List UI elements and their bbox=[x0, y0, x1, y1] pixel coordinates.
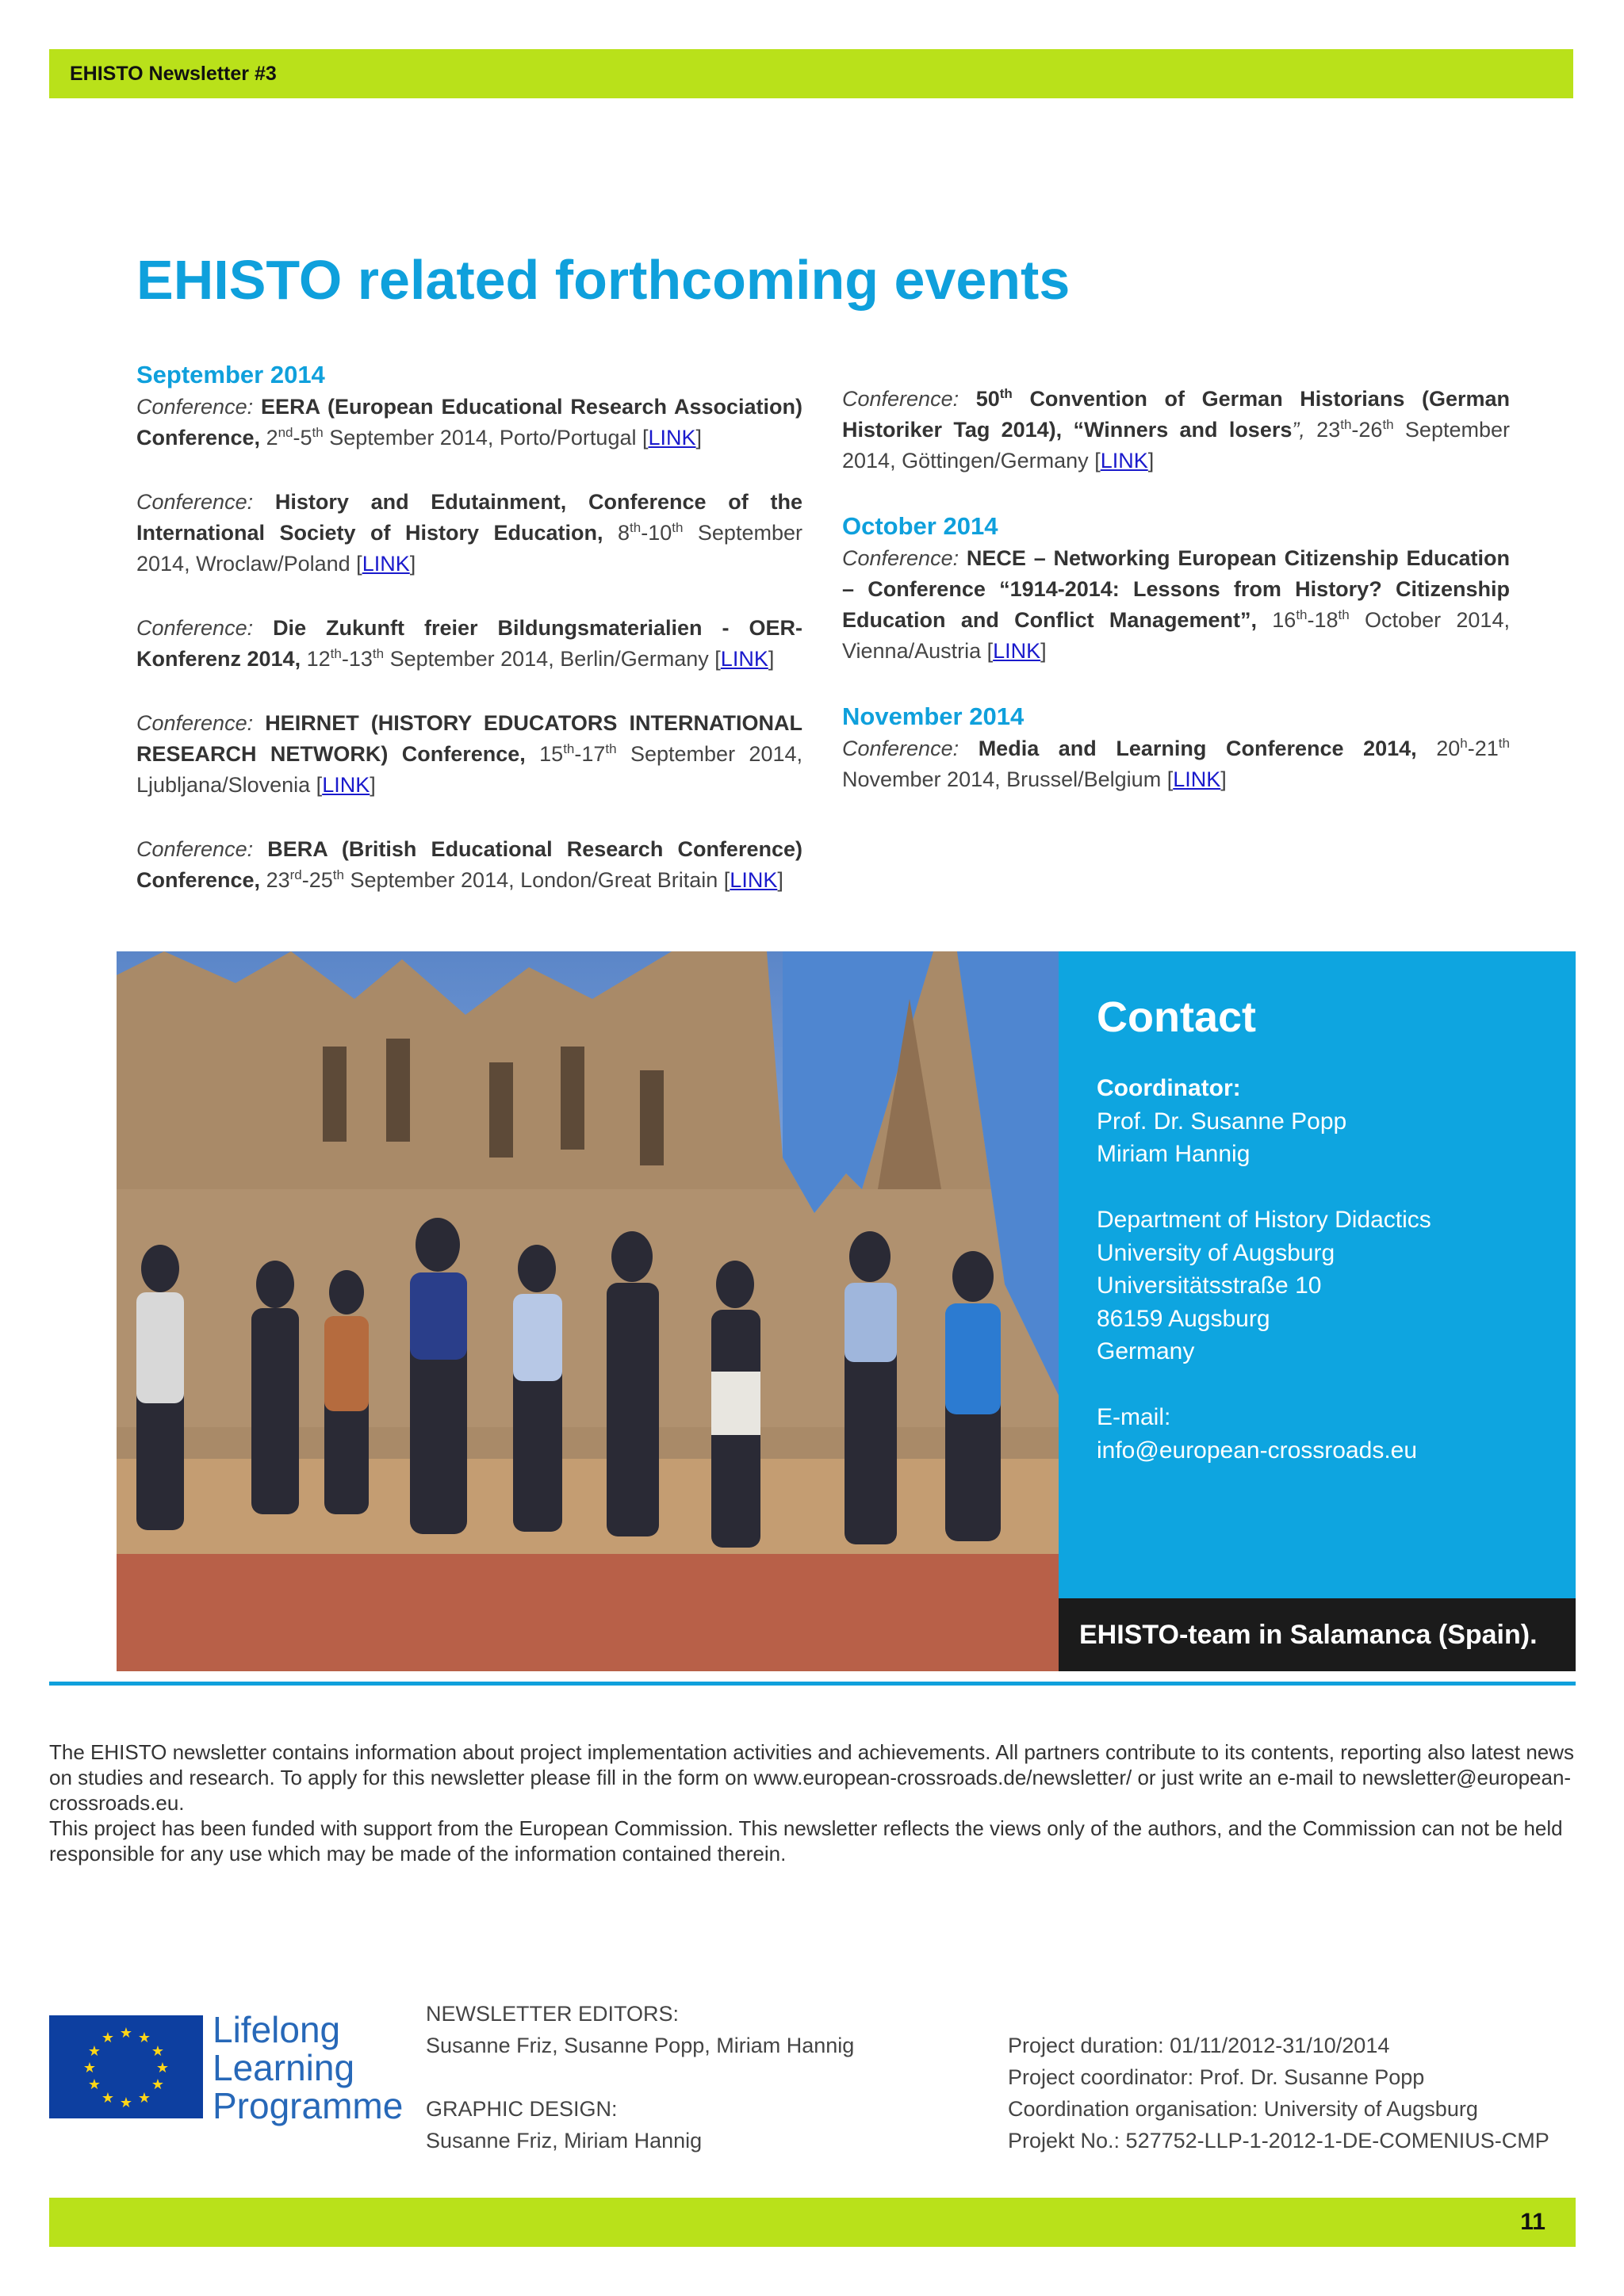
svg-text:★: ★ bbox=[101, 2090, 115, 2107]
project-duration: Project duration: 01/11/2012-31/10/2014 bbox=[1008, 2034, 1390, 2057]
event-item: Conference: Die Zukunft freier Bildungsmaterialien - OER-Konferenz 2014, 12th-13th September 2014, Berlin/Germany [LINK] bbox=[136, 616, 802, 671]
project-coordinator: Project coordinator: Prof. Dr. Susanne Popp bbox=[1008, 2065, 1425, 2089]
month-heading-november: November 2014 bbox=[842, 702, 1025, 730]
event-link[interactable]: LINK bbox=[1100, 449, 1148, 473]
conference-label: Conference: bbox=[136, 616, 254, 640]
disclaimer-paragraph: The EHISTO newsletter contains information about project implementation activities and achievements. All partners contribute to its contents, reporting also latest news on studies and research. To apply for this newsletter please fill in the form on www.european-crossroads.de/newsletter/ or just write an e-mail to newsletter@european-crossroads.eu. bbox=[49, 1740, 1575, 1815]
svg-text:★: ★ bbox=[101, 2030, 115, 2046]
svg-text:★: ★ bbox=[119, 2025, 133, 2042]
event-link[interactable]: LINK bbox=[648, 426, 696, 450]
disclaimer-paragraph: This project has been funded with support from the European Commission. This newsletter reflects the views only of the authors, and the Commission can not be held responsible for any use which may be made of the information contained therein. bbox=[49, 1816, 1563, 1866]
svg-text:★: ★ bbox=[87, 2076, 102, 2093]
coordinator-label: Coordinator: bbox=[1097, 1075, 1241, 1101]
contact-line: Germany bbox=[1097, 1338, 1195, 1364]
editors-label: NEWSLETTER EDITORS: bbox=[426, 2002, 680, 2026]
conference-label: Conference: bbox=[136, 837, 254, 861]
design-label: GRAPHIC DESIGN: bbox=[426, 2097, 618, 2121]
editors-names: Susanne Friz, Susanne Popp, Miriam Hannig bbox=[426, 2034, 855, 2057]
event-item: Conference: HEIRNET (HISTORY EDUCATORS INTERNATIONAL RESEARCH NETWORK) Conference, 15th-17th September 2014, Ljubljana/Slovenia [LINK] bbox=[136, 711, 802, 797]
event-name: BERA (British Educational Research Conference) Conference, bbox=[136, 837, 802, 892]
event-link[interactable]: LINK bbox=[720, 647, 768, 671]
svg-text:★: ★ bbox=[137, 2030, 151, 2046]
events-right-column bbox=[842, 384, 1510, 795]
coordination-organisation: Coordination organisation: University of Augsburg bbox=[1008, 2097, 1478, 2121]
contact-line bbox=[1097, 1171, 1576, 1204]
conference-label: Conference: bbox=[842, 737, 959, 760]
event-item: Conference: History and Edutainment, Conference of the International Society of History Education, 8th-10th September 2014, Wroclaw/Poland [LINK] bbox=[136, 490, 802, 576]
contact-line: University of Augsburg bbox=[1097, 1239, 1335, 1266]
event-item: Conference: BERA (British Educational Research Conference) Conference, 23rd-25th September 2014, London/Great Britain [LINK] bbox=[136, 837, 802, 892]
team-photo-illustration bbox=[117, 951, 1059, 1671]
page-title: EHISTO related forthcoming events bbox=[136, 249, 1071, 311]
project-info-block bbox=[1008, 2030, 1549, 2156]
event-link[interactable]: LINK bbox=[362, 552, 410, 576]
contact-line: Miriam Hannig bbox=[1097, 1141, 1251, 1167]
event-name: NECE – Networking European Citizenship Education – Conference “1914-2014: Lessons from History? Citizenship Education and Conflict Management”, bbox=[842, 546, 1510, 632]
llp-logo-text: Lifelong Learning Programme bbox=[213, 2009, 404, 2126]
project-number: Projekt No.: 527752-LLP-1-2012-1-DE-COMENIUS-CMP bbox=[1008, 2129, 1549, 2152]
event-details: September 2014, Porto/Portugal bbox=[329, 426, 637, 450]
event-name: History and Edutainment, Conference of the International Society of History Education, bbox=[136, 490, 802, 545]
divider bbox=[49, 1682, 1576, 1686]
photo-caption: EHISTO-team in Salamanca (Spain). bbox=[1059, 1598, 1576, 1671]
event-link[interactable]: LINK bbox=[1173, 767, 1221, 791]
newsletter-title: EHISTO Newsletter #3 bbox=[70, 63, 277, 85]
svg-text:★: ★ bbox=[137, 2090, 151, 2107]
conference-label: Conference: bbox=[842, 546, 959, 570]
contact-line: Universitätsstraße 10 bbox=[1097, 1272, 1322, 1299]
disclaimer bbox=[49, 1739, 1576, 1866]
month-heading-september: September 2014 bbox=[136, 361, 325, 388]
event-details: September 2014, London/Great Britain bbox=[350, 868, 718, 892]
contact-panel bbox=[1059, 951, 1576, 1598]
event-item: Conference: NECE – Networking European Citizenship Education – Conference “1914-2014: Lessons from History? Citizenship Education and Conflict Management”, 16th-18th October 2014, Vienna/Austria [LINK] bbox=[842, 546, 1510, 663]
event-details: September 2014, Wroclaw/Poland bbox=[136, 521, 802, 576]
svg-text:★: ★ bbox=[87, 2043, 102, 2060]
design-names: Susanne Friz, Miriam Hannig bbox=[426, 2129, 703, 2152]
event-link[interactable]: LINK bbox=[322, 773, 370, 797]
svg-text:★: ★ bbox=[82, 2060, 97, 2076]
email-label: E-mail: bbox=[1097, 1404, 1171, 1430]
newsletter-header-bar bbox=[49, 49, 1573, 98]
event-name: Media and Learning Conference 2014, bbox=[978, 737, 1417, 760]
events-left-column bbox=[136, 358, 802, 896]
month-heading-october: October 2014 bbox=[842, 512, 998, 540]
event-details: October 2014, Vienna/Austria bbox=[842, 608, 1510, 663]
event-link[interactable]: LINK bbox=[993, 639, 1041, 663]
event-item: Conference: Media and Learning Conference 2014, 20$^h$-21th November 2014, Brussel/Belgium [LINK] bbox=[842, 736, 1510, 791]
conference-label: Conference: bbox=[136, 395, 254, 419]
editors-block bbox=[426, 1998, 854, 2156]
svg-text:★: ★ bbox=[151, 2043, 165, 2060]
team-photo bbox=[117, 951, 1059, 1671]
eu-flag-icon bbox=[49, 2015, 203, 2118]
event-item: Conference: EERA (European Educational Research Association) Conference, 2nd-5th September 2014, Porto/Portugal [LINK] bbox=[136, 395, 802, 450]
event-link[interactable]: LINK bbox=[730, 868, 778, 892]
event-details: September 2014, Berlin/Germany bbox=[389, 647, 709, 671]
contact-line: Prof. Dr. Susanne Popp bbox=[1097, 1108, 1347, 1135]
contact-line: 86159 Augsburg bbox=[1097, 1305, 1270, 1332]
contact-line: Department of History Didactics bbox=[1097, 1207, 1431, 1233]
event-item: Conference: 50th Convention of German Historians (German Historiker Tag 2014), “Winners and losers”, 23th-26th September 2014, Göttingen/Germany [LINK] bbox=[842, 386, 1510, 473]
contact-line bbox=[1097, 1368, 1576, 1402]
contact-title: Contact bbox=[1097, 993, 1256, 1041]
svg-text:★: ★ bbox=[119, 2095, 133, 2111]
svg-text:★: ★ bbox=[155, 2060, 170, 2076]
conference-label: Conference: bbox=[136, 711, 254, 735]
contact-email[interactable]: info@european-crossroads.eu bbox=[1097, 1437, 1418, 1464]
conference-label: Conference: bbox=[136, 490, 254, 514]
event-details: November 2014, Brussel/Belgium bbox=[842, 767, 1162, 791]
event-name: Convention of German Historians (German Historiker Tag 2014), “Winners and losers bbox=[842, 387, 1510, 442]
eu-stars-icon bbox=[49, 2015, 203, 2118]
footer-bar bbox=[49, 2198, 1576, 2247]
event-details: September 2014, Göttingen/Germany bbox=[842, 418, 1510, 473]
event-name: EERA (European Educational Research Association) Conference, bbox=[136, 395, 802, 450]
event-details: September 2014, Ljubljana/Slovenia bbox=[136, 742, 802, 797]
page-number: 11 bbox=[1520, 2209, 1545, 2235]
svg-text:★: ★ bbox=[151, 2076, 165, 2093]
conference-label: Conference: bbox=[842, 387, 959, 411]
event-name: HEIRNET (HISTORY EDUCATORS INTERNATIONAL RESEARCH NETWORK) Conference, bbox=[136, 711, 802, 766]
event-name: Die Zukunft freier Bildungsmaterialien - OER-Konferenz 2014, bbox=[136, 616, 802, 671]
